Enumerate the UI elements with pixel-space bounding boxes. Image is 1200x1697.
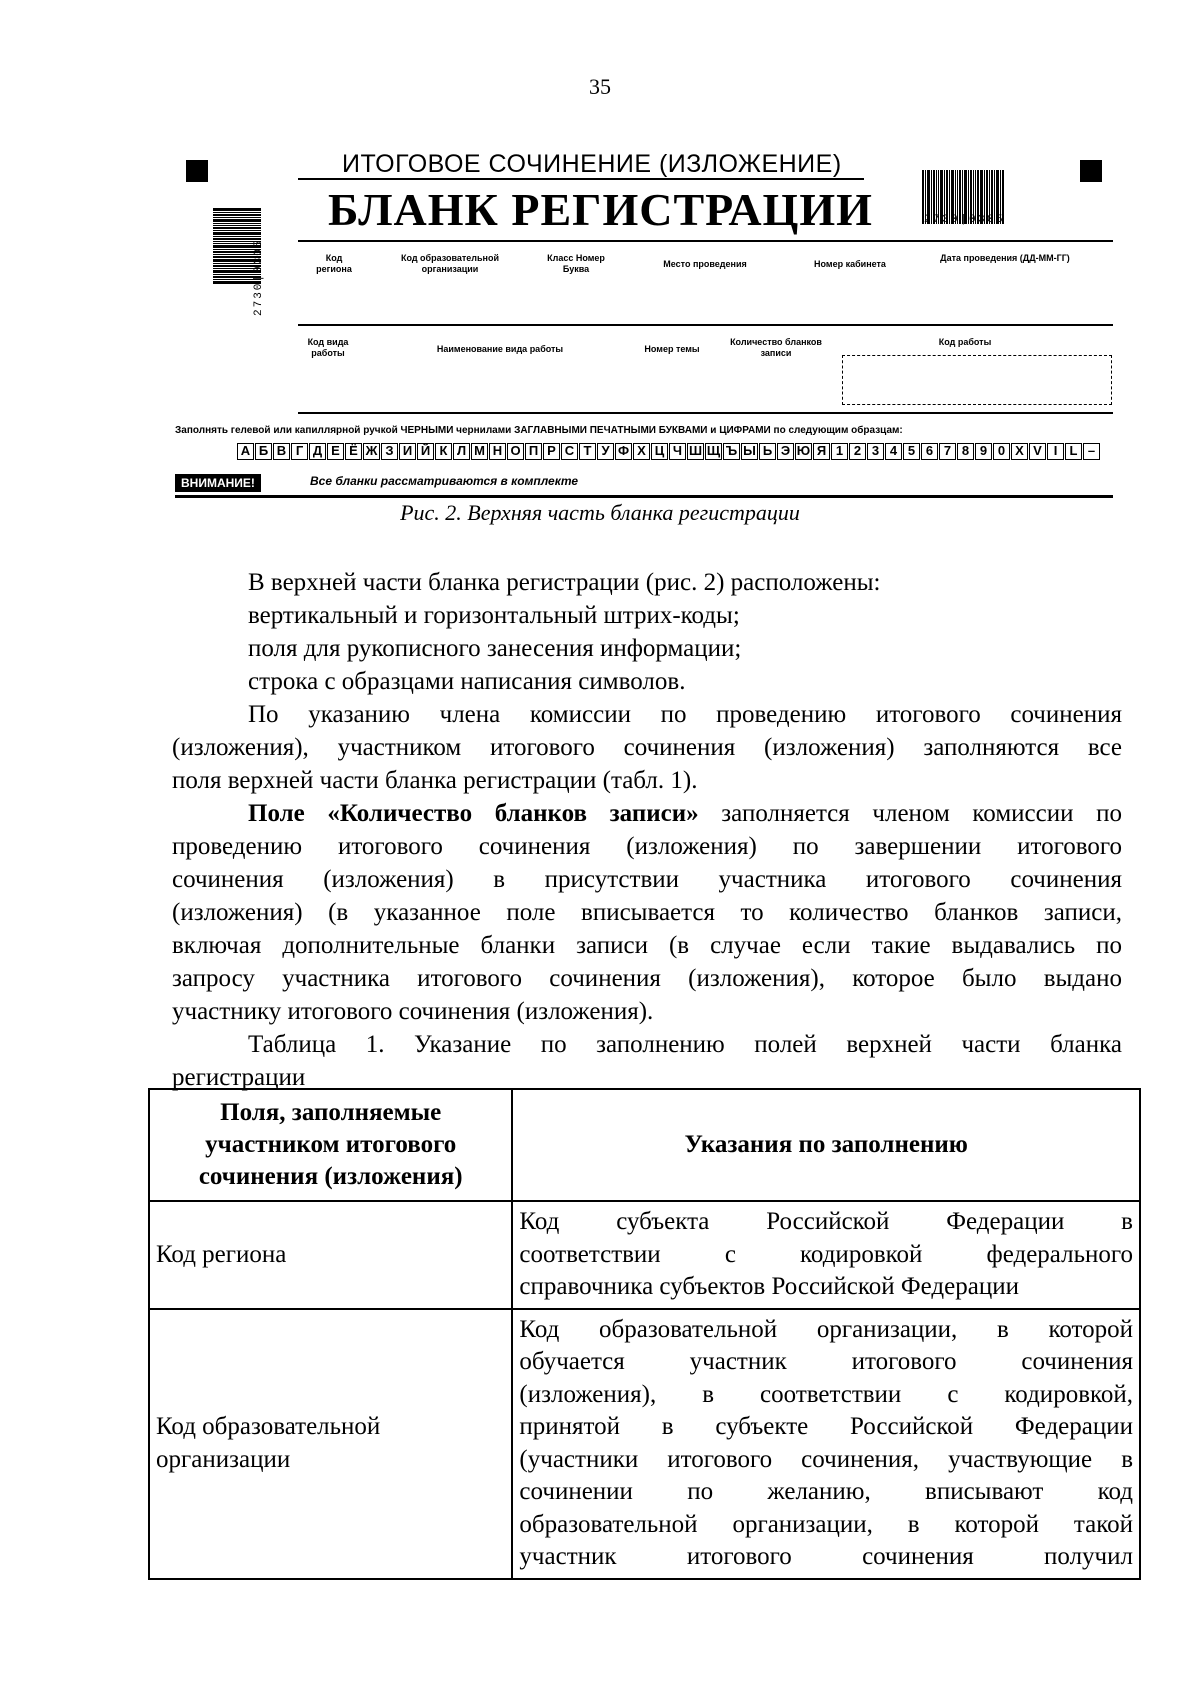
sample-char-box: Л (453, 443, 470, 460)
sample-char-box: V (1029, 443, 1046, 460)
fields-row1-bottom-rule (298, 324, 1113, 326)
text-line: поля верхней части бланка регистрации (табл. 1). (172, 767, 698, 794)
field-label-region: Код региона (316, 253, 352, 274)
sample-char-box: Х (633, 443, 650, 460)
field-label-room: Номер кабинета (814, 259, 886, 269)
sample-char-box: Ё (345, 443, 362, 460)
field-label-org: Код образовательной организации (400, 253, 500, 274)
text-line: (изложения), участником итогового сочинения (изложения) заполняются все (172, 734, 1122, 761)
cell-field: Код образовательной организации (149, 1309, 512, 1579)
warning-badge: ВНИМАНИЕ! (175, 474, 261, 492)
warning-text: Все бланки рассматриваются в комплекте (310, 474, 579, 488)
sample-char-box: Ю (796, 443, 811, 458)
sample-char-box: Ц (651, 443, 668, 460)
sample-char-box: С (561, 443, 578, 460)
fields-table (148, 1088, 1141, 1580)
sample-char-box: Д (309, 443, 326, 460)
sample-char-box: Ж (363, 443, 380, 460)
text-line: сочинения (изложения) в присутствии участника итогового сочинения (172, 866, 1122, 893)
table-header-row (149, 1089, 1140, 1201)
text-line-rest: заполняется членом комиссии по (698, 800, 1123, 827)
figure-caption: Рис. 2. Верхняя часть бланка регистрации (400, 500, 800, 525)
text-line: включая дополнительные бланки записи (в случае если такие выдавались по (172, 932, 1122, 959)
sample-char-box: Я (813, 443, 830, 460)
warning-rule (175, 495, 1113, 498)
text-line: В верхней части бланка регистрации (рис. 2) расположены: (248, 569, 881, 596)
vertical-barcode-number: 2730|0305 (253, 238, 265, 316)
sample-char-box: 7 (939, 443, 956, 460)
corner-marker-right (1080, 160, 1102, 182)
sample-char-box: X (1011, 443, 1028, 460)
header-instructions: Указания по заполнению (512, 1089, 1140, 1201)
field-label-class: Класс Номер Буква (547, 253, 605, 274)
sample-char-box: Р (543, 443, 560, 460)
text-line: Таблица 1. Указание по заполнению полей верхней части бланка (248, 1031, 1122, 1058)
sample-char-box: 9 (975, 443, 992, 460)
field-label-work-code: Код работы (938, 337, 992, 347)
sample-char-box: 1 (831, 443, 848, 460)
sample-char-box: 0 (993, 443, 1010, 460)
paragraph-instruction (172, 698, 1122, 797)
sample-char-box: Б (255, 443, 272, 460)
page-number: 35 (589, 74, 611, 99)
table-caption (172, 1028, 1122, 1094)
work-code-box[interactable] (842, 355, 1112, 405)
cell-instruction: Код субъекта Российской Федерации в соответствии с кодировкой федерального справочника субъектов Российской Федерации (512, 1201, 1140, 1309)
sample-char-box: 4 (885, 443, 902, 460)
sample-char-box: Ш (688, 443, 703, 458)
field-label-date: Дата проведения (ДД-ММ-ГГ) (940, 253, 1070, 263)
fill-instruction: Заполнять гелевой или капиллярной ручкой ЧЕРНЫМИ чернилами ЗАГЛАВНЫМИ ПЕЧАТНЫМИ БУКВАМИ и ЦИФРАМИ по следующим образцам: (175, 425, 903, 436)
sample-char-box: Ф (615, 443, 632, 460)
sample-char-box: О (507, 443, 524, 460)
field-label-place: Место проведения (663, 259, 747, 269)
field-label-sheet-count: Количество бланков записи (730, 337, 822, 358)
subtitle-rule (298, 178, 864, 180)
table-row (149, 1201, 1140, 1309)
sample-char-box: Г (291, 443, 308, 460)
sample-char-box: Й (417, 443, 434, 460)
text-line: участнику итогового сочинения (изложения). (172, 998, 654, 1025)
field-label-work-name: Наименование вида работы (436, 344, 564, 354)
sample-char-box: К (435, 443, 452, 460)
form-subtitle: ИТОГОВОЕ СОЧИНЕНИЕ (ИЗЛОЖЕНИЕ) (342, 150, 842, 178)
sample-char-box: И (399, 443, 416, 460)
text-line: (изложения) (в указанное поле вписывается то количество бланков записи, (172, 899, 1122, 926)
sample-char-box: Ы (741, 443, 758, 460)
sample-char-box: Т (579, 443, 596, 460)
sample-char-box: В (273, 443, 290, 460)
paragraph-sheet-count (172, 797, 1122, 1028)
corner-marker-left (186, 160, 208, 182)
sample-char-box: М (471, 443, 488, 460)
sample-char-box: Е (327, 443, 344, 460)
sample-char-box: Э (777, 443, 794, 460)
text-line: вертикальный и горизонтальный штрих-коды; (248, 602, 740, 629)
sample-char-box: 2 (849, 443, 866, 460)
table-row (149, 1309, 1140, 1579)
sample-char-box: А (237, 443, 254, 460)
barcode-number: 2730|0305 (924, 214, 1006, 226)
header-fields: Поля, заполняемые участником итогового сочинения (изложения) (149, 1089, 512, 1201)
form-title: БЛАНК РЕГИСТРАЦИИ (328, 184, 873, 235)
field-label-work-type: Код вида работы (307, 337, 349, 358)
paragraph-list-intro (172, 566, 1122, 698)
sample-char-box: 3 (867, 443, 884, 460)
text-line: строка с образцами написания символов. (248, 668, 686, 695)
sample-characters-row (237, 443, 1101, 460)
text-line: запросу участника итогового сочинения (изложения), которое было выдано (172, 965, 1122, 992)
fields-row2-bottom-rule (298, 412, 1113, 414)
sample-char-box: I (1047, 443, 1064, 460)
sample-char-box: З (381, 443, 398, 460)
sample-char-box: Ч (669, 443, 686, 460)
cell-instruction: Код образовательной организации, в которой обучается участник итогового сочинения (изложения), в соответствии с кодировкой, принятой в субъекте Российской Федерации (участники итогового сочинения, участвующие в сочинении по желанию, вписывают код образовательной организации, в которой такой участник итогового сочинения получил (512, 1309, 1140, 1579)
sample-char-box: – (1083, 443, 1100, 460)
text-line: регистрации (172, 1064, 306, 1091)
sample-char-box: 8 (957, 443, 974, 460)
field-label-topic: Номер темы (644, 344, 700, 354)
text-line: По указанию члена комиссии по проведению итогового сочинения (248, 701, 1122, 728)
sample-char-box: У (597, 443, 614, 460)
sample-char-box: 6 (921, 443, 938, 460)
sample-char-box: L (1065, 443, 1082, 460)
text-line-first (172, 797, 1122, 830)
sample-char-box: Ь (759, 443, 776, 460)
text-line: проведению итогового сочинения (изложения) по завершении итогового (172, 833, 1122, 860)
fields-row1-top-rule (298, 240, 1113, 242)
sample-char-box: Н (489, 443, 506, 460)
bold-field-name: Поле «Количество бланков записи» (248, 800, 699, 827)
sample-char-box: П (525, 443, 542, 460)
sample-char-box: Щ (706, 443, 721, 458)
sample-char-box: Ъ (723, 443, 740, 460)
cell-field: Код региона (149, 1201, 512, 1309)
sample-char-box: 5 (903, 443, 920, 460)
text-line: поля для рукописного занесения информации; (248, 635, 742, 662)
